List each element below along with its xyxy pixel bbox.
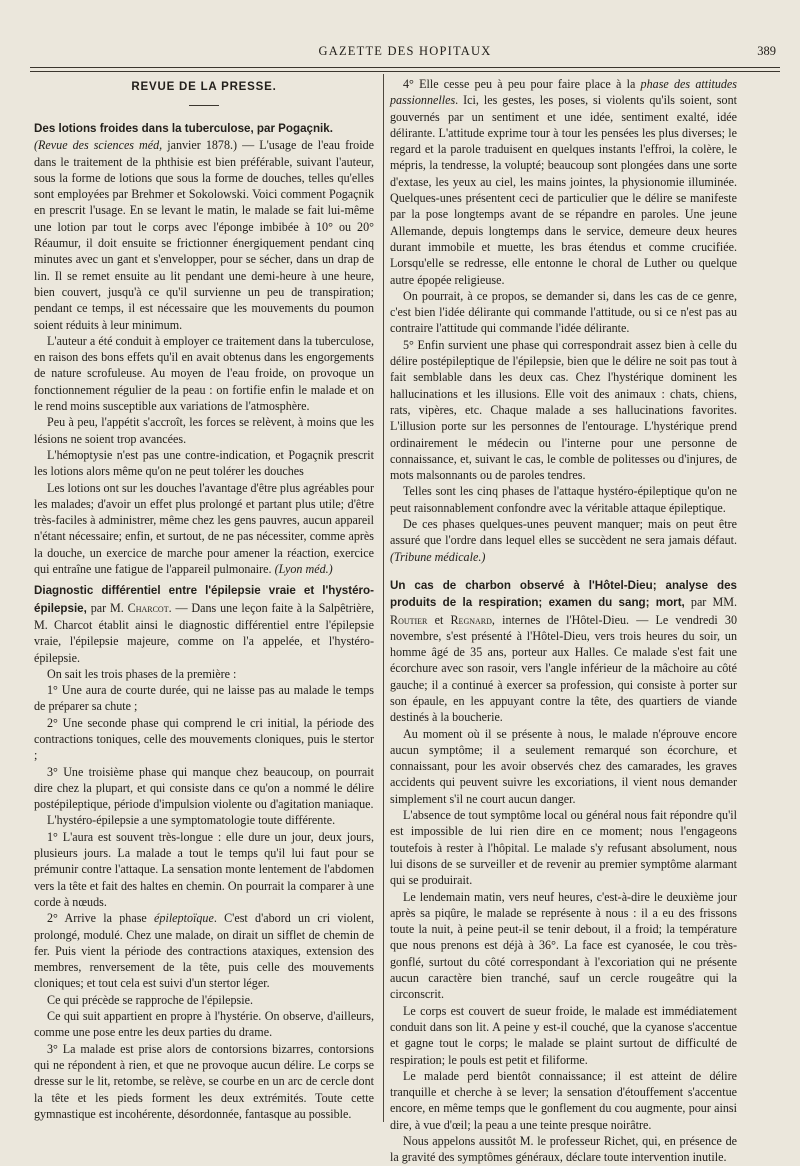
paragraph bbox=[390, 76, 737, 288]
paragraph-text: 4° Elle cesse peu à peu pour faire place à la bbox=[403, 77, 641, 91]
author-name: Charcot bbox=[127, 600, 169, 615]
page-header bbox=[30, 44, 780, 64]
paragraph: Le lendemain matin, vers neuf heures, c'est-à-dire le deuxième jour après sa piqûre, le malade se représente à nous : il a eu des frissons toute la nuit, à peine peut-il se tenir debout, il a froid; la température que nous prenons est déjà à 36°. La face est cyanosée, le cou très-gonflé, surtout du côté correspondant à l'excoriation qui ne présente aucun caractère bien tranché, sauf un cercle rougeâtre qui la circonscrit. bbox=[390, 889, 737, 1002]
section-title: REVUE DE LA PRESSE. bbox=[131, 81, 277, 93]
paragraph: L'auteur a été conduit à employer ce traitement dans la tuberculose, en raison des bons effets qu'il en avait obtenus dans les engorgements de nature scrofuleuse. Au moyen de l'eau froide, on provoque un fonctionnement régulier de la peau : on fortifie enfin le malade et on le rend moins susceptible aux variations de l'atmosphère. bbox=[34, 333, 374, 414]
article-charbon-intro bbox=[390, 577, 737, 726]
paragraph: 3° Une troisième phase qui manque chez beaucoup, on pourrait dire chez la plupart, et qui consiste dans ce qu'on a nommé le délire postépileptique, période d'impulsion violente ou d'agitation maniaque. bbox=[34, 764, 374, 812]
paragraph bbox=[390, 516, 737, 565]
paragraph: Au moment où il se présente à nous, le malade n'éprouve encore aucun symptôme; il a seulement remarqué son écorchure, et connaissant, pour les avoir observés chez des camarades, les graves accidents qui peuvent suivre les excoriations, il vient nous demander simplement s'il ne court aucun danger. bbox=[390, 726, 737, 806]
paragraph bbox=[34, 480, 374, 578]
article-title-charbon: Un cas de charbon observé à l'Hôtel-Dieu; analyse des produits de la respiration; examen du sang; mort, bbox=[390, 578, 737, 610]
paragraph-text: . Ici, les gestes, les poses, si violents qu'ils soient, sont gouvernés par un sentiment et une idée, sentiment exalté, idée délirante. L'attitude exprime tour à tour les pensées les plus diverses; le regard et la parole traduisent en quelques instants l'effroi, la colère, le mépris, la tendresse, la volupté; beaucoup sont plongées dans une sorte d'extase, les yeux au ciel, les mains jointes, la physionomie illuminée. Quelques-unes présentent ceci de particulier que le délire se manifeste par la pose longtemps avant de se répandre en paroles. Une jeune Allemande, depuis longtemps dans le service, demeure deux heures durant immobile et muette, les bras étendus et comme crucifiée. Lorsqu'elle se redresse, elle entonne le choral de Luther ou quelque autre épopée religieuse. bbox=[390, 93, 737, 287]
paragraph: Ce qui précède se rapproche de l'épilepsie. bbox=[47, 992, 254, 1007]
section-rule bbox=[189, 105, 219, 106]
emphasis: épileptoïque bbox=[154, 911, 214, 926]
page-number: 389 bbox=[757, 44, 776, 58]
paragraph: Peu à peu, l'appétit s'accroît, les forces se relèvent, à moins que les lésions ne soient trop avancées. bbox=[34, 415, 374, 446]
paragraph: L'hystéro-épilepsie a une symptomatologie toute différente. bbox=[47, 813, 336, 828]
paragraph: 1° L'aura est souvent très-longue : elle dure un jour, deux jours, plusieurs jours. La malade a tout le temps qu'il lui faut pour se prémunir contre l'attaque. La sensation monte lentement de l'abdomen vers la tête et fait des haltes en chemin. On pourrait la comparer à une corde à nœuds. bbox=[34, 829, 374, 909]
paragraph: Ce qui suit appartient en propre à l'hystérie. On observe, d'ailleurs, comme une pose entre les deux parties du drame. bbox=[34, 1009, 374, 1040]
paragraph-text: De ces phases quelques-unes peuvent manquer; mais on peut être assuré que l'ordre dans lequel elles se succèdent ne sera jamais défaut. bbox=[390, 517, 737, 548]
byline-and: et bbox=[427, 612, 451, 627]
paragraph bbox=[34, 910, 374, 991]
byline: par M. bbox=[86, 600, 128, 615]
column-divider bbox=[383, 74, 384, 1122]
article-title-epilepsie: Diagnostic différentiel entre l'épilepsie vraie et l'hystéro-épilepsie, bbox=[34, 584, 374, 615]
paragraph: L'hémoptysie n'est pas une contre-indication, et Pogaçnik prescrit les lotions alors même qu'on ne peut tolérer les douches bbox=[34, 447, 374, 479]
journal-title: GAZETTE DES HOPITAUX bbox=[318, 44, 492, 58]
article-title-lotions: Des lotions froides dans la tuberculose, par Pogaçnik. bbox=[34, 122, 333, 135]
article-epilepsie-intro bbox=[34, 582, 374, 665]
byline: par MM. bbox=[684, 595, 737, 610]
article-text: janvier 1878.) — L'usage de l'eau froide dans le traitement de la phthisie est bien préférable, suivant l'auteur, sous la forme de lotions que sous la forme de douches, telles qu'elles sont employées par Brehmer et Sokolowski. Voici comment Pogaçnik en prescrit l'usage. En se levant le matin, le malade se fait lui-même une lotion par tout le corps avec l'éponge imbibée à 10° ou 20° Réaumur, il doit ensuite se frictionner énergiquement pendant cinq minutes avec un gant et s'envelopper, pour se sécher, dans un drap de lin. Il se remet ensuite au lit pendant une demi-heure à une heure, bien couvert, jusqu'à ce qu'il survienne un peu de transpiration; pendant ce temps, il est nécessaire que les mouvements du poumon soient réduits à leur minimum. bbox=[34, 138, 374, 332]
header-rule-double bbox=[30, 71, 780, 72]
emphasis: phase des attitudes passionnelles bbox=[390, 77, 737, 108]
paragraph: Telles sont les cinq phases de l'attaque hystéro-épileptique qu'on ne peut raisonnablement confondre avec la véritable attaque épileptique. bbox=[390, 484, 737, 515]
right-column bbox=[390, 76, 737, 1166]
left-column bbox=[34, 76, 374, 1122]
spacer bbox=[390, 565, 737, 577]
paragraph-text: 2° Arrive la phase bbox=[47, 911, 155, 926]
paragraph: 2° Une seconde phase qui comprend le cri initial, la période des contractions toniques, celle des mouvements cloniques, puis le stertor ; bbox=[34, 715, 374, 763]
article-text: . — Dans une leçon faite à la Salpêtrière, M. Charcot établit ainsi le diagnostic différentiel entre l'épilepsie vraie, l'épilepsie majeure, comme on l'a appelée, et l'hystéro-épilepsie. bbox=[34, 600, 374, 665]
paragraph: L'absence de tout symptôme local ou général nous fait répondre qu'il est impossible de lui rien dire en ce moment; nous l'engageons toutefois à rester à l'hôpital. Le malade s'y refusant absolument, nous lui disons de se surveiller et de revenir au premier symptôme alarmant qui se produirait. bbox=[390, 808, 737, 888]
author-name: Routier bbox=[390, 612, 428, 627]
paragraph: On pourrait, à ce propos, se demander si, dans les cas de ce genre, c'est bien l'idée délirante qui commande l'attitude, ou si ce n'est pas au contraire l'attitude qui commande l'idée délirante. bbox=[390, 288, 737, 336]
paragraph: Le malade perd bientôt connaissance; il est atteint de délire tranquille et cherche à se lever; la sensation d'étouffement s'accentue encore, en même temps que le gonflement du cou augmente, pour ainsi dire, à vue d'œil; la peau a une teinte presque noirâtre. bbox=[390, 1068, 737, 1132]
article-source: (Lyon méd.) bbox=[274, 562, 333, 577]
article-text: , internes de l'Hôtel-Dieu. — Le vendredi 30 novembre, s'est présenté à l'Hôtel-Dieu, vers trois heures du soir, un homme âgé de 35 ans, porteur aux Halles. Ce malade s'est fait une écorchure avec son rasoir, vers l'angle inférieur de la mâchoire au côté gauche; il a continué à exercer sa profession, qui consiste à porter sur son épaule, en les appuyant contre la tête, des quartiers de viande destinés à la boucherie. bbox=[390, 612, 738, 725]
article-lotions-intro bbox=[34, 120, 374, 333]
article-source: (Revue des sciences méd, bbox=[34, 138, 163, 153]
author-name: Regnard bbox=[450, 612, 492, 627]
paragraph: Le corps est couvert de sueur froide, le malade est immédiatement conduit dans son lit. A peine y est-il couché, que la cyanose s'accentue et gagne tout le corps; le malade se plaint surtout de difficulté de respiration; le pouls est petit et filiforme. bbox=[390, 1003, 737, 1067]
paragraph: 5° Enfin survient une phase qui correspondrait assez bien à celle du délire postépileptique de l'épilepsie, bien que le délire ne soit pas tout à fait semblable dans les deux cas. Chez l'hystérique dominent les hallucinations et les illusions. Elle voit des animaux : chats, chiens, rats, vipères, etc. Chaque malade a ses hallucinations favorites. L'illusion porte sur les personnes de l'entourage. L'hystérique prend ordinairement le médecin ou l'interne pour une personne de connaissance, et, suivant le cas, le comble de politesses ou d'injures, de mots malsonnants ou de paroles tendres. bbox=[390, 337, 737, 483]
paragraph-text: . C'est d'abord un cri violent, prolongé, modulé. Chez une malade, on dirait un sifflet de chemin de fer. Puis vient la période des contractions ataxiques, extension des membres, renversement de la tête, puis celle des mouvements cloniques; et tout cela est suivi d'un stertor léger. bbox=[34, 911, 374, 991]
header-rule bbox=[30, 67, 780, 68]
paragraph-text: Les lotions ont sur les douches l'avantage d'être plus agréables pour les malades; d'avoir un effet plus prolongé et partant plus utile; d'être très-faciles à administrer, même chez les gens pauvres, aucun appareil n'étant nécessaire; enfin, et surtout, de ne pas nécessiter, comme après la douche, un exercice de marche pour amener la réaction, exercice qui entraîne une fatigue de l'appareil pulmonaire. bbox=[34, 480, 374, 577]
paragraph: On sait les trois phases de la première : bbox=[47, 666, 237, 681]
paragraph: 1° Une aura de courte durée, qui ne laisse pas au malade le temps de préparer sa chute ; bbox=[34, 683, 374, 714]
article-source: (Tribune médicale.) bbox=[390, 549, 486, 564]
paragraph: Nous appelons aussitôt M. le professeur Richet, qui, en présence de la gravité des symptômes généraux, déclare toute intervention inutile. bbox=[390, 1134, 737, 1165]
paragraph: 3° La malade est prise alors de contorsions bizarres, contorsions qui ne répondent à rien, et que ne provoque aucun délire. Le corps se dresse sur le lit, retombe, se relève, se courbe en un arc de cercle dont la tête et les pieds forment les deux extrémités. Toute cette gymnastique est incohérente, désordonnée, fantasque au possible. bbox=[34, 1041, 374, 1121]
